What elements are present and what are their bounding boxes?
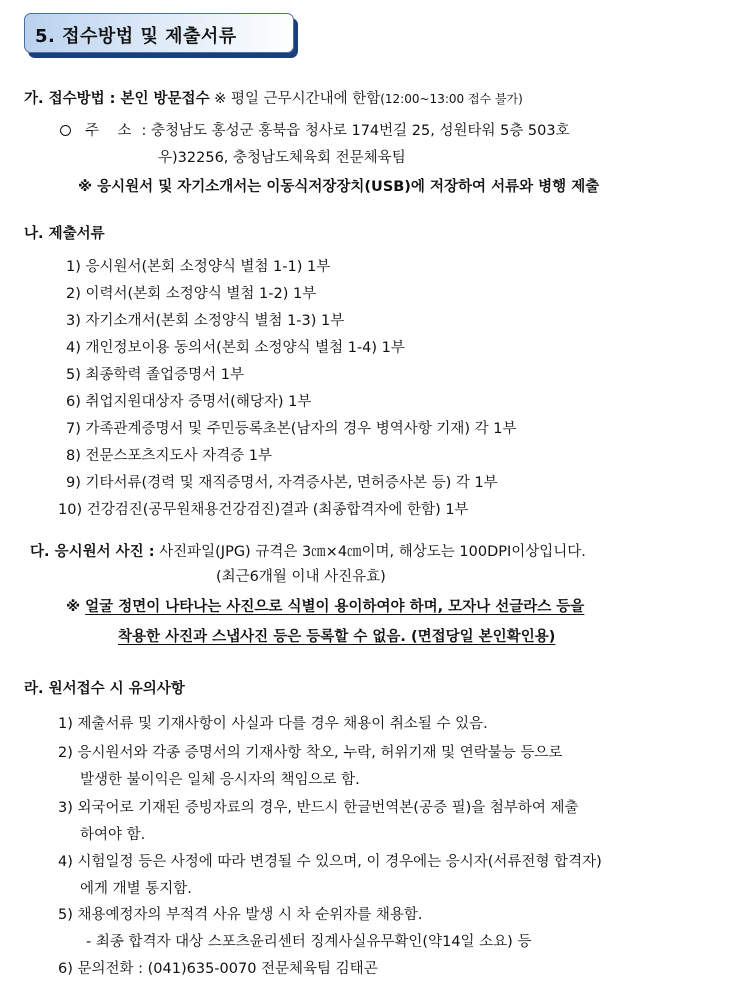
ra-item-sub: - 최종 합격자 대상 스포츠윤리센터 징계사실유무확인(약14일 소요) 등 [86, 934, 532, 950]
ra-item-cont: 하여야 함. [80, 827, 146, 843]
section-heading-box [24, 13, 294, 53]
na-item: 8) 전문스포츠지도사 자격증 1부 [66, 448, 273, 464]
ra-item: 5) 채용예정자의 부적격 사유 발생 시 차 순위자를 채용함. [58, 907, 423, 923]
ra-item: 3) 외국어로 기재된 증빙자료의 경우, 반드시 한글번역본(공증 필)을 첨부하여 제출 [58, 800, 579, 816]
da-warn-prefix: ※ [66, 599, 86, 615]
section-title: 5. 접수방법 및 제출서류 [35, 26, 237, 47]
na-item: 1) 응시원서(본회 소정양식 별첨 1-1) 1부 [66, 259, 331, 275]
ga-note: ※ 평일 근무시간내에 한함 [209, 91, 381, 107]
ga-address-line1: : 충청남도 홍성군 홍북읍 청사로 174번길 25, 성원타워 5층 503호 [141, 123, 570, 139]
na-title: 나. 제출서류 [24, 226, 105, 242]
na-item: 10) 건강검진(공무원채용건강검진)결과 (최종합격자에 한함) 1부 [58, 502, 469, 518]
circle-bullet-icon [60, 125, 71, 136]
ga-address-line2: 우)32256, 충청남도체육회 전문체육팀 [158, 150, 406, 166]
na-item: 9) 기타서류(경력 및 재직증명서, 자격증사본, 면허증사본 등) 각 1부 [66, 475, 498, 491]
ra-item-cont: 발생한 불이익은 일체 응시자의 책임으로 함. [80, 772, 360, 788]
ga-note-small: (12:00~13:00 접수 불가) [380, 92, 523, 106]
na-item: 5) 최종학력 졸업증명서 1부 [66, 367, 245, 383]
ga-heading-row [24, 90, 523, 108]
ga-title: 가. 접수방법 : 본인 방문접수 [24, 91, 210, 107]
ra-item: 6) 문의전화 : (041)635-0070 전문체육팀 김태곤 [58, 961, 378, 977]
na-item: 2) 이력서(본회 소정양식 별첨 1-2) 1부 [66, 286, 317, 302]
ga-address-row [60, 122, 570, 140]
da-warn-text1: 얼굴 정면이 나타나는 사진으로 식별이 용이하여야 하며, 모자나 선글라스 등을 [85, 599, 585, 615]
da-warning-line1 [66, 598, 584, 616]
da-row [30, 543, 586, 561]
da-desc: 사진파일(JPG) 규격은 3㎝×4㎝이며, 해상도는 100DPI이상입니다. [159, 544, 586, 560]
ra-item: 1) 제출서류 및 기재사항이 사실과 다를 경우 채용이 취소될 수 있음. [58, 716, 488, 732]
da-desc2: (최근6개월 이내 사진유효) [216, 569, 386, 585]
ra-item-cont: 에게 개별 통지함. [80, 881, 192, 897]
ra-item: 4) 시험일정 등은 사정에 따라 변경될 수 있으며, 이 경우에는 응시자(서류전형 합격자) [58, 854, 602, 870]
na-item: 6) 취업지원대상자 증명서(해당자) 1부 [66, 394, 312, 410]
ra-item: 2) 응시원서와 각종 증명서의 기재사항 착오, 누락, 허위기재 및 연락불능 등으로 [58, 745, 563, 761]
na-item: 4) 개인정보이용 동의서(본회 소정양식 별첨 1-4) 1부 [66, 340, 405, 356]
na-item: 7) 가족관계증명서 및 주민등록초본(남자의 경우 병역사항 기재) 각 1부 [66, 421, 517, 437]
da-title: 다. 응시원서 사진 : [30, 544, 155, 560]
ga-usb-note: ※ 응시원서 및 자기소개서는 이동식저장장치(USB)에 저장하여 서류와 병행 제출 [78, 179, 600, 195]
ga-address-label: 주 소 [85, 123, 132, 139]
da-warning-line2: 착용한 사진과 스냅사진 등은 등록할 수 없음. (면접당일 본인확인용) [118, 629, 556, 645]
ra-title: 라. 원서접수 시 유의사항 [24, 681, 185, 697]
na-item: 3) 자기소개서(본회 소정양식 별첨 1-3) 1부 [66, 313, 345, 329]
